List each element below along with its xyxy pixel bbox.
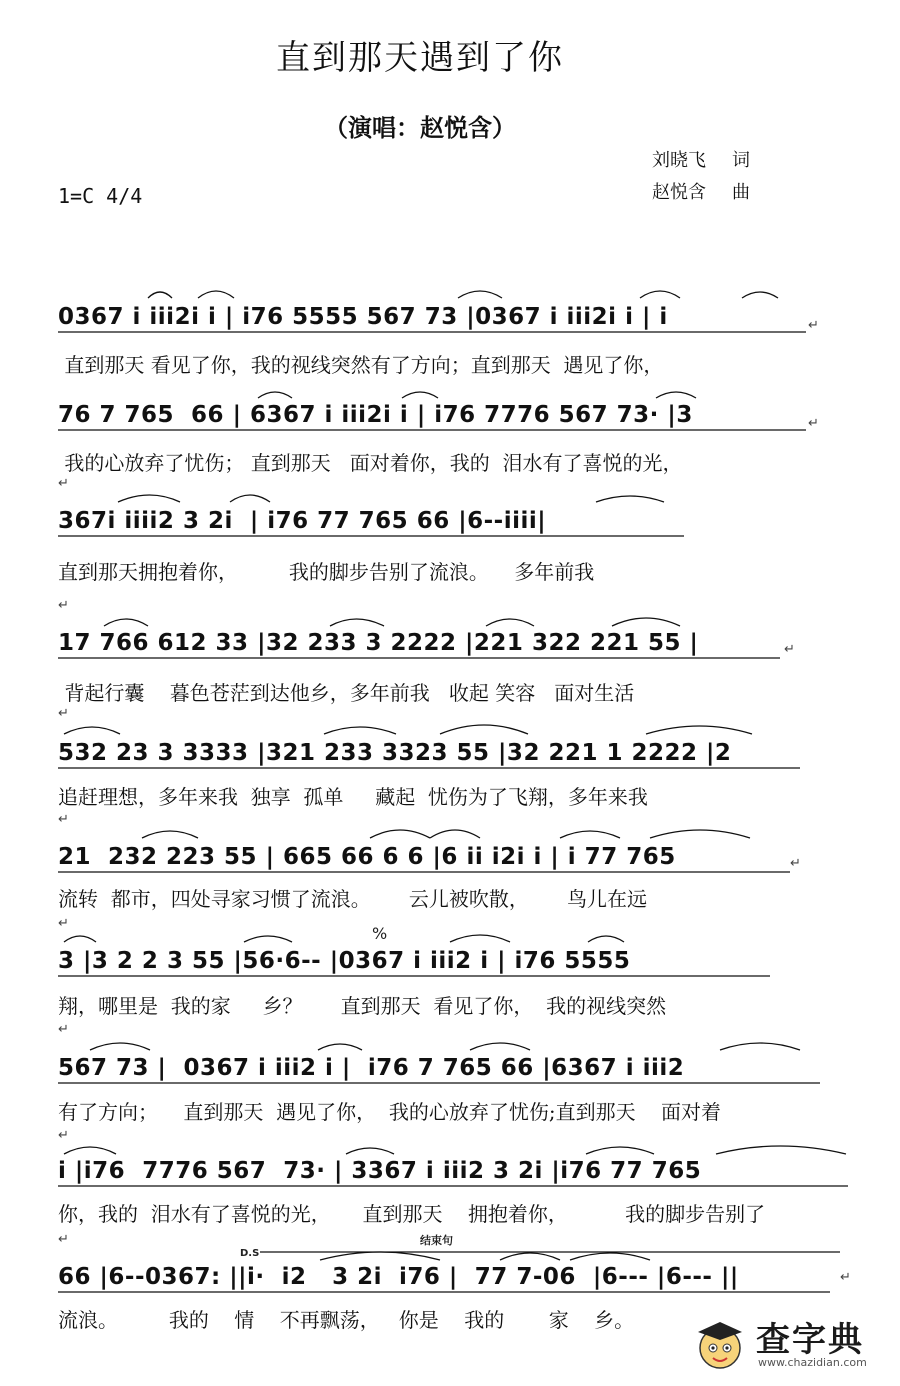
- slur-arc: [64, 1147, 116, 1154]
- lyric-line: 翔，哪里是 我的家 乡？ 直到那天 看见了你， 我的视线突然: [58, 994, 667, 1018]
- paragraph-mark: ↵: [58, 916, 69, 931]
- ds-mark: D.S: [240, 1248, 260, 1259]
- composer-role: 曲: [732, 182, 750, 203]
- notation-line: 21 232 223 55 | 665 66 6 6 |6 ii i2i i | i 77 765: [58, 844, 676, 870]
- slur-arc: [198, 291, 234, 298]
- key-signature: 1=C 4/4: [58, 184, 143, 208]
- slur-arc: [716, 1146, 846, 1154]
- slur-arc: [570, 1253, 650, 1260]
- paragraph-mark: ↵: [58, 598, 69, 613]
- slur-arc: [450, 935, 510, 942]
- paragraph-mark: ↵: [840, 1270, 851, 1285]
- paragraph-mark: ↵: [808, 318, 819, 333]
- slur-arc: [324, 727, 396, 734]
- lyric-line: 流浪。 我的 情 不再飘荡， 你是 我的 家 乡。: [58, 1308, 635, 1332]
- paragraph-mark: ↵: [790, 856, 801, 871]
- slur-arc: [346, 1148, 394, 1154]
- slur-arc: [742, 292, 778, 298]
- notation-line: i |i76 7776 567 73· | 3367 i iii2 3 2i |i76 77 765: [58, 1158, 702, 1184]
- paragraph-mark: ↵: [808, 416, 819, 431]
- lyric-line: 有了方向； 直到那天 遇见了你， 我的心放弃了忧伤;直到那天 面对着: [58, 1100, 722, 1124]
- slur-arc: [370, 830, 430, 838]
- notation-line: 3 |3 2 2 3 55 |56·6-- |0367 i iii2 i | i76 5555: [58, 948, 631, 974]
- notation-line: 0367 i iii2i i | i76 5555 567 73 |0367 i iii2i i | i: [58, 304, 668, 330]
- slur-arc: [470, 1043, 530, 1050]
- paragraph-mark: ↵: [58, 706, 69, 721]
- slur-arc: [258, 392, 292, 398]
- notation-line: 76 7 765 66 | 6367 i iii2i i | i76 7776 567 73· |3: [58, 402, 693, 428]
- segno-mark: %: [372, 924, 388, 943]
- slur-arc: [586, 1147, 654, 1154]
- logo-url: www.chazidian.com: [758, 1356, 867, 1369]
- slur-arc: [244, 936, 292, 942]
- composer-name: 赵悦含: [652, 182, 706, 203]
- paragraph-mark: ↵: [58, 476, 69, 491]
- slur-arc: [646, 726, 752, 734]
- slur-arc: [720, 1043, 800, 1050]
- lyric-line: 追赶理想，多年来我 独享 孤单 藏起 忧伤为了飞翔，多年来我: [58, 785, 648, 809]
- singer-credit: （演唱：赵悦含）: [324, 114, 516, 142]
- slur-arc: [430, 830, 480, 838]
- paragraph-mark: ↵: [58, 1232, 69, 1247]
- paragraph-mark: ↵: [58, 812, 69, 827]
- notation-line: 17 766 612 33 |32 233 3 2222 |221 322 221 55 |: [58, 630, 699, 656]
- slur-arc: [148, 292, 172, 298]
- slur-arc: [640, 291, 680, 298]
- lyric-line: 直到那天 看见了你，我的视线突然有了方向；直到那天 遇见了你，: [58, 353, 664, 377]
- notation-line: 567 73 | 0367 i iii2 i | i76 7 765 66 |6367 i iii2: [58, 1055, 685, 1081]
- slur-arc: [500, 1253, 560, 1260]
- slur-arc: [90, 1043, 150, 1050]
- notation-line: 532 23 3 3333 |321 233 3323 55 |32 221 1 2222 |2: [58, 740, 732, 766]
- slur-arc: [142, 831, 198, 838]
- slur-arc: [230, 495, 270, 502]
- lyric-line: 直到那天拥抱着你， 我的脚步告别了流浪。 多年前我: [58, 560, 595, 584]
- lyric-line: 我的心放弃了忧伤； 直到那天 面对着你，我的 泪水有了喜悦的光，: [58, 451, 683, 475]
- logo-text: 查字典: [756, 1320, 864, 1360]
- slur-arc: [612, 618, 680, 626]
- lyric-line: 你，我的 泪水有了喜悦的光， 直到那天 拥抱着你， 我的脚步告别了: [58, 1202, 766, 1226]
- paragraph-mark: ↵: [784, 642, 795, 657]
- notation-line: 367i iiii2 3 2i | i76 77 765 66 |6--iiii|: [58, 508, 547, 534]
- lyricist-credit: [652, 146, 750, 172]
- slur-arc: [596, 496, 664, 502]
- graduate-mascot-icon: [690, 1314, 750, 1374]
- composer-credit: [652, 178, 750, 204]
- song-title: 直到那天遇到了你: [276, 38, 564, 78]
- slur-arc: [650, 830, 750, 838]
- notation-line: 66 |6--0367: ||i· i2 3 2i i76 | 77 7-06 |6--- |6--- ||: [58, 1264, 739, 1290]
- lyricist-name: 刘晓飞: [652, 150, 706, 171]
- site-watermark: [690, 1308, 890, 1382]
- slur-arc: [64, 936, 96, 942]
- lyric-line: 流转 都市，四处寻家习惯了流浪。 云儿被吹散， 鸟儿在远: [58, 887, 648, 911]
- slur-arc: [588, 936, 624, 942]
- paragraph-mark: ↵: [58, 1022, 69, 1037]
- lyric-line: 背起行囊 暮色苍茫到达他乡，多年前我 收起 笑容 面对生活: [58, 681, 635, 705]
- slur-arc: [104, 619, 148, 626]
- paragraph-mark: ↵: [58, 1128, 69, 1143]
- slur-arc: [440, 725, 528, 734]
- slur-arc: [486, 619, 534, 626]
- slur-arc: [320, 1252, 440, 1260]
- slur-arc: [118, 495, 180, 502]
- slur-arc: [458, 291, 502, 298]
- ending-label: 结束句: [420, 1234, 453, 1247]
- slur-arc: [656, 392, 696, 398]
- slur-arc: [64, 727, 120, 734]
- slur-arc: [402, 392, 438, 398]
- slur-arc: [560, 831, 620, 838]
- slur-arc: [318, 1044, 362, 1050]
- lyricist-role: 词: [732, 150, 750, 171]
- slur-arc: [330, 619, 384, 626]
